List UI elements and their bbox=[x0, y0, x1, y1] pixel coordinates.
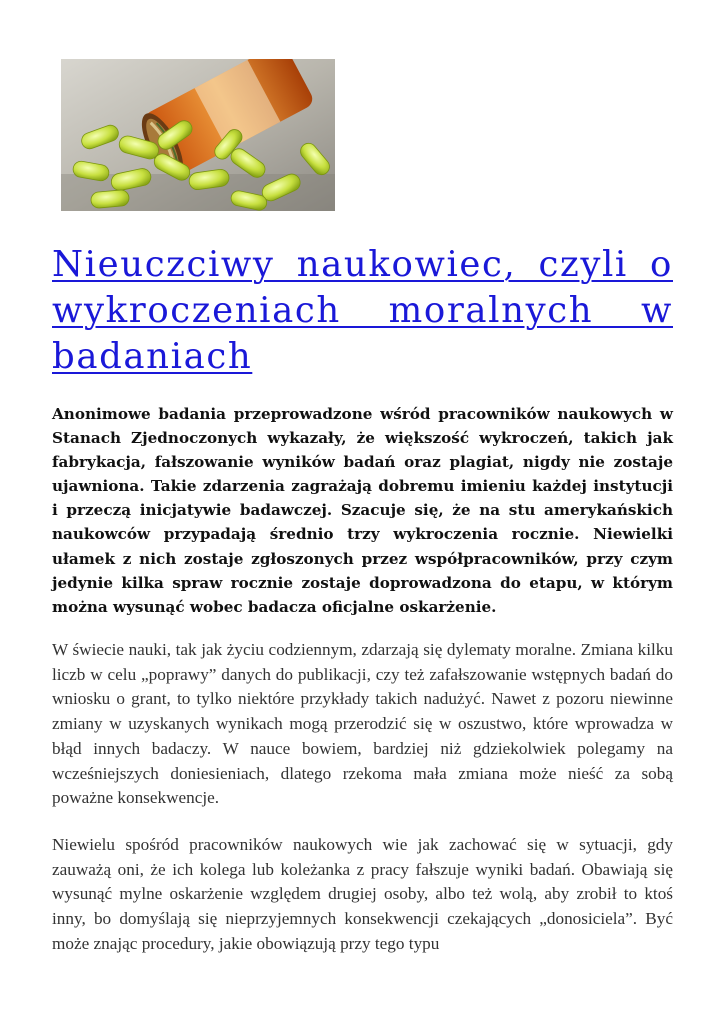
article-title bbox=[52, 242, 673, 380]
article-paragraph: Niewielu spośród pracowników naukowych wie jak zachować się w sytuacji, gdy zauważą oni, że ich kolega lub koleżanka z pracy fałszuje wyniki badań. Obawiają się wysunąć mylne oskarżenie względem drugiej osoby, albo też wolą, aby zrobił to ktoś inny, bo domyślają się nieprzyjemnych konsekwencji czekających „donosiciela”. Być może znając procedury, jakie obowiązują przy tego typu bbox=[52, 835, 673, 953]
article-title-link[interactable]: Nieuczciwy naukowiec, czyli o wykroczeniach moralnych w badaniach bbox=[52, 244, 673, 377]
article-lead: Anonimowe badania przeprowadzone wśród pracowników naukowych w Stanach Zjednoczonych wykazały, że większość wykroczeń, takich jak fabrykacja, fałszowanie wyników badań oraz plagiat, nigdy nie zostaje ujawniona. Takie zdarzenia zagrażają dobremu imieniu każdej instytucji i przeczą inicjatywie badawczej. Szacuje się, że na stu amerykańskich naukowców przypadają średnio trzy wykroczenia rocznie. Niewielki ułamek z nich zostaje zgłoszonych przez współpracowników, przy czym jedynie kilka spraw rocznie zostaje doprowadzona do etapu, w którym można wysunąć wobec badacza oficjalne oskarżenie. bbox=[52, 405, 673, 616]
article-paragraph: W świecie nauki, tak jak życiu codziennym, zdarzają się dylematy moralne. Zmiana kilku liczb w celu „poprawy” danych do publikacji, czy też zafałszowanie wstępnych badań do wniosku o grant, to tylko niektóre przykłady takich nadużyć. Nawet z pozoru niewinne zmiany w uzyskanych wynikach mogą przerodzić się w oszustwo, które wprowadza w błąd innych badaczy. W nauce bowiem, bardziej niż gdziekolwiek polegamy na wcześniejszych doniesieniach, dlatego rzekoma mała zmiana może nieść za sobą poważne konsekwencje. bbox=[52, 640, 673, 808]
article-hero-image bbox=[61, 59, 335, 211]
pills-illustration bbox=[61, 59, 335, 211]
